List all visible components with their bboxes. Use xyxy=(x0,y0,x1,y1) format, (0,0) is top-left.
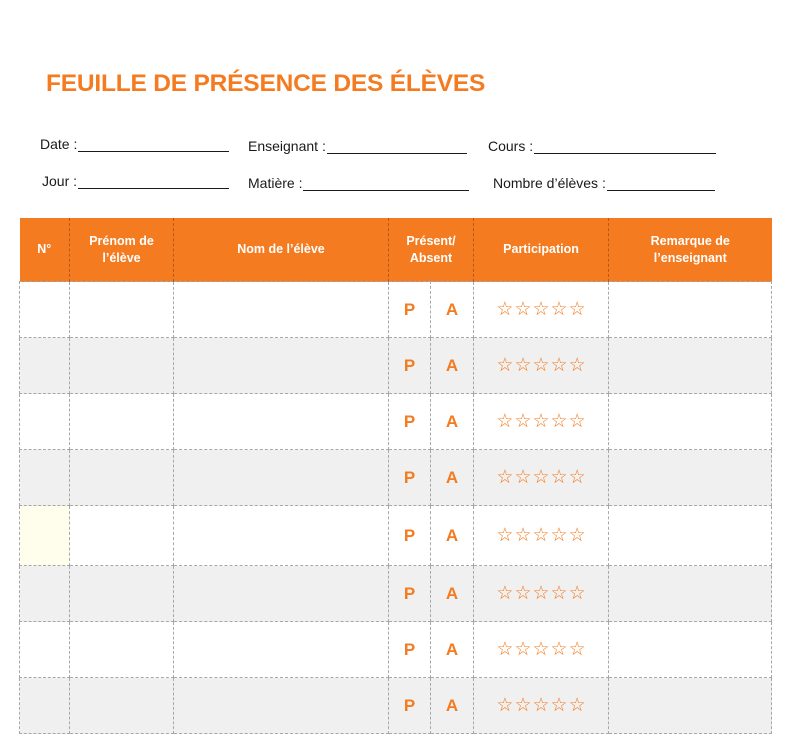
star-rating[interactable] xyxy=(496,297,586,320)
teacher-field[interactable] xyxy=(248,138,467,154)
star-rating[interactable] xyxy=(496,523,586,546)
star-icon[interactable]: ☆ xyxy=(568,523,586,546)
last-name-cell[interactable] xyxy=(174,566,389,622)
table-row xyxy=(20,282,772,338)
star-icon[interactable]: ☆ xyxy=(496,523,514,546)
table-row xyxy=(20,394,772,450)
header-number: N° xyxy=(20,218,70,282)
last-name-cell[interactable] xyxy=(174,450,389,506)
star-icon[interactable]: ☆ xyxy=(532,297,550,320)
absent-cell[interactable] xyxy=(431,338,474,394)
star-icon[interactable]: ☆ xyxy=(496,581,514,604)
absent-cell[interactable] xyxy=(431,566,474,622)
number-cell[interactable] xyxy=(20,622,70,678)
present-option[interactable]: P xyxy=(403,299,416,319)
present-option[interactable]: P xyxy=(403,525,416,545)
star-icon[interactable]: ☆ xyxy=(514,693,532,716)
star-icon[interactable]: ☆ xyxy=(568,693,586,716)
page-title: FEUILLE DE PRÉSENCE DES ÉLÈVES xyxy=(46,70,486,97)
participation-cell xyxy=(474,450,609,506)
present-cell[interactable] xyxy=(389,566,431,622)
absent-cell[interactable] xyxy=(431,506,474,566)
header-participation: Participation xyxy=(474,218,609,282)
present-option[interactable]: P xyxy=(403,695,416,715)
star-icon[interactable]: ☆ xyxy=(514,409,532,432)
present-option[interactable]: P xyxy=(403,639,416,659)
student-count-label: Nombre d’élèves : xyxy=(493,175,606,191)
star-icon[interactable]: ☆ xyxy=(568,637,586,660)
present-cell[interactable] xyxy=(389,394,431,450)
remark-cell[interactable] xyxy=(609,506,772,566)
day-field[interactable] xyxy=(42,173,229,189)
star-icon[interactable]: ☆ xyxy=(568,465,586,488)
date-field[interactable] xyxy=(40,136,229,152)
star-icon[interactable]: ☆ xyxy=(568,581,586,604)
table-row xyxy=(20,622,772,678)
participation-cell xyxy=(474,506,609,566)
absent-option[interactable]: A xyxy=(445,467,459,487)
absent-option[interactable]: A xyxy=(445,525,459,545)
star-icon[interactable]: ☆ xyxy=(550,581,568,604)
last-name-cell[interactable] xyxy=(174,338,389,394)
first-name-cell[interactable] xyxy=(70,506,174,566)
last-name-cell[interactable] xyxy=(174,506,389,566)
star-icon[interactable]: ☆ xyxy=(550,297,568,320)
star-icon[interactable]: ☆ xyxy=(496,693,514,716)
last-name-cell[interactable] xyxy=(174,622,389,678)
participation-cell xyxy=(474,678,609,734)
present-option[interactable]: P xyxy=(403,583,416,603)
star-rating[interactable] xyxy=(496,465,586,488)
star-icon[interactable]: ☆ xyxy=(514,353,532,376)
star-rating[interactable] xyxy=(496,637,586,660)
remark-cell[interactable] xyxy=(609,450,772,506)
star-icon[interactable]: ☆ xyxy=(532,637,550,660)
present-option[interactable]: P xyxy=(403,467,416,487)
number-cell[interactable] xyxy=(20,282,70,338)
star-icon[interactable]: ☆ xyxy=(550,353,568,376)
star-icon[interactable]: ☆ xyxy=(496,465,514,488)
teacher-line[interactable] xyxy=(327,140,467,154)
table-row xyxy=(20,506,772,566)
present-cell[interactable] xyxy=(389,282,431,338)
table-row xyxy=(20,678,772,734)
star-icon[interactable]: ☆ xyxy=(532,353,550,376)
teacher-label: Enseignant : xyxy=(248,138,326,154)
present-cell[interactable] xyxy=(389,450,431,506)
first-name-cell[interactable] xyxy=(70,394,174,450)
first-name-cell[interactable] xyxy=(70,282,174,338)
remark-cell[interactable] xyxy=(609,282,772,338)
date-label: Date : xyxy=(40,136,78,152)
last-name-cell[interactable] xyxy=(174,282,389,338)
star-icon[interactable]: ☆ xyxy=(514,581,532,604)
present-cell[interactable] xyxy=(389,622,431,678)
star-rating[interactable] xyxy=(496,693,586,716)
number-cell[interactable] xyxy=(20,394,70,450)
present-cell[interactable] xyxy=(389,678,431,734)
star-icon[interactable]: ☆ xyxy=(514,297,532,320)
remark-cell[interactable] xyxy=(609,566,772,622)
first-name-cell[interactable] xyxy=(70,450,174,506)
star-icon[interactable]: ☆ xyxy=(550,409,568,432)
table-row xyxy=(20,566,772,622)
number-cell[interactable] xyxy=(20,338,70,394)
number-cell[interactable] xyxy=(20,506,70,566)
star-icon[interactable]: ☆ xyxy=(532,693,550,716)
student-count-line[interactable] xyxy=(607,177,715,191)
table-row xyxy=(20,450,772,506)
course-label: Cours : xyxy=(488,138,534,154)
star-icon[interactable]: ☆ xyxy=(550,523,568,546)
star-icon[interactable]: ☆ xyxy=(532,581,550,604)
header-first-name: Prénom de l’élève xyxy=(70,218,174,282)
absent-option[interactable]: A xyxy=(445,411,459,431)
star-icon[interactable]: ☆ xyxy=(514,465,532,488)
absent-option[interactable]: A xyxy=(445,299,459,319)
star-icon[interactable]: ☆ xyxy=(514,523,532,546)
attendance-table xyxy=(19,218,772,734)
star-icon[interactable]: ☆ xyxy=(568,353,586,376)
remark-cell[interactable] xyxy=(609,338,772,394)
number-cell[interactable] xyxy=(20,450,70,506)
number-cell[interactable] xyxy=(20,566,70,622)
present-option[interactable]: P xyxy=(403,355,416,375)
star-icon[interactable]: ☆ xyxy=(532,409,550,432)
number-cell[interactable] xyxy=(20,678,70,734)
star-icon[interactable]: ☆ xyxy=(496,637,514,660)
subject-label: Matière : xyxy=(248,175,303,191)
star-rating[interactable] xyxy=(496,581,586,604)
present-cell[interactable] xyxy=(389,338,431,394)
remark-cell[interactable] xyxy=(609,622,772,678)
star-rating[interactable] xyxy=(496,409,586,432)
present-cell[interactable] xyxy=(389,506,431,566)
participation-cell xyxy=(474,566,609,622)
star-icon[interactable]: ☆ xyxy=(550,693,568,716)
first-name-cell[interactable] xyxy=(70,622,174,678)
star-icon[interactable]: ☆ xyxy=(568,297,586,320)
absent-cell[interactable] xyxy=(431,622,474,678)
remark-cell[interactable] xyxy=(609,394,772,450)
student-count-field[interactable] xyxy=(493,175,715,191)
absent-cell[interactable] xyxy=(431,678,474,734)
last-name-cell[interactable] xyxy=(174,394,389,450)
star-icon[interactable]: ☆ xyxy=(532,523,550,546)
last-name-cell[interactable] xyxy=(174,678,389,734)
first-name-cell[interactable] xyxy=(70,338,174,394)
absent-option[interactable]: A xyxy=(445,695,459,715)
participation-cell xyxy=(474,622,609,678)
absent-cell[interactable] xyxy=(431,394,474,450)
day-label: Jour : xyxy=(42,173,78,189)
participation-cell xyxy=(474,338,609,394)
table-header-row xyxy=(20,218,772,282)
absent-option[interactable]: A xyxy=(445,639,459,659)
participation-cell xyxy=(474,394,609,450)
first-name-cell[interactable] xyxy=(70,566,174,622)
star-icon[interactable]: ☆ xyxy=(514,637,532,660)
star-icon[interactable]: ☆ xyxy=(496,297,514,320)
star-icon[interactable]: ☆ xyxy=(550,637,568,660)
subject-field[interactable] xyxy=(248,175,469,191)
star-icon[interactable]: ☆ xyxy=(568,409,586,432)
star-icon[interactable]: ☆ xyxy=(550,465,568,488)
date-line[interactable] xyxy=(78,138,229,152)
header-last-name: Nom de l’élève xyxy=(174,218,389,282)
absent-option[interactable]: A xyxy=(445,583,459,603)
absent-cell[interactable] xyxy=(431,450,474,506)
table-body xyxy=(20,282,772,734)
participation-cell xyxy=(474,282,609,338)
remark-cell[interactable] xyxy=(609,678,772,734)
star-icon[interactable]: ☆ xyxy=(496,409,514,432)
absent-option[interactable]: A xyxy=(445,355,459,375)
absent-cell[interactable] xyxy=(431,282,474,338)
course-field[interactable] xyxy=(488,138,716,154)
star-icon[interactable]: ☆ xyxy=(532,465,550,488)
present-option[interactable]: P xyxy=(403,411,416,431)
star-rating[interactable] xyxy=(496,353,586,376)
star-icon[interactable]: ☆ xyxy=(496,353,514,376)
subject-line[interactable] xyxy=(303,177,469,191)
table-row xyxy=(20,338,772,394)
first-name-cell[interactable] xyxy=(70,678,174,734)
day-line[interactable] xyxy=(78,175,229,189)
header-presence: Présent/ Absent xyxy=(389,218,474,282)
header-remark: Remarque de l’enseignant xyxy=(609,218,772,282)
course-line[interactable] xyxy=(534,140,716,154)
